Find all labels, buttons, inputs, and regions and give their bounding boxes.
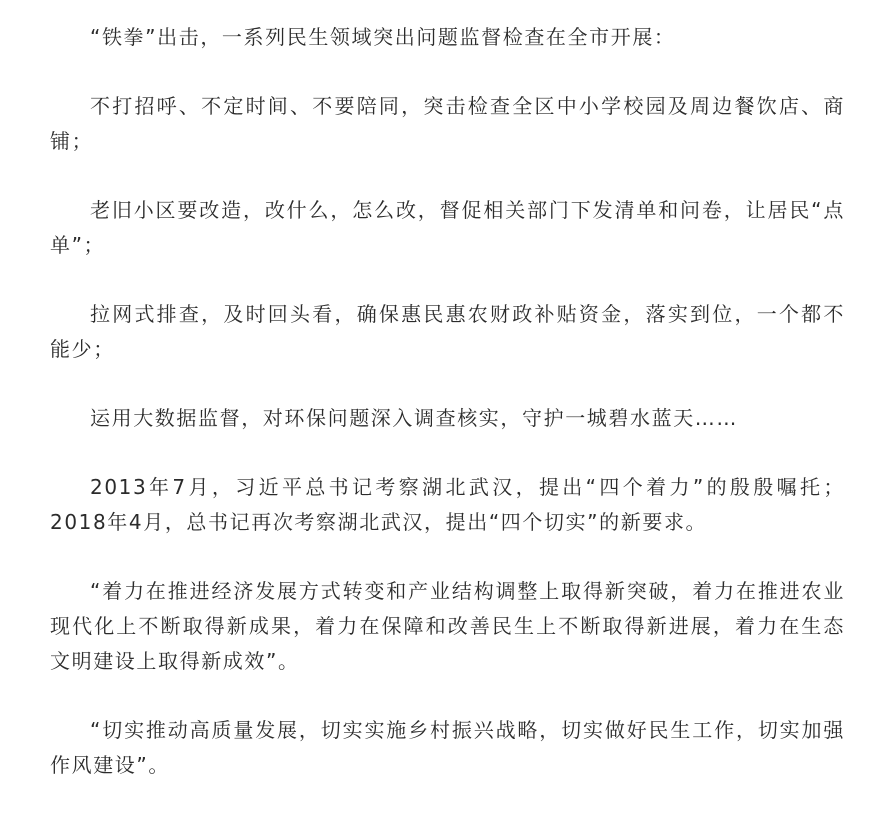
paragraph-four-practical: “切实推动高质量发展，切实实施乡村振兴战略，切实做好民生工作，切实加强作风建设”。 <box>50 718 845 777</box>
paragraph-iron-fist: “铁拳”出击，一系列民生领域突出问题监督检查在全市开展： <box>90 25 676 49</box>
paragraph-subsidy-check: 拉网式排查，及时回头看，确保惠民惠农财政补贴资金，落实到位，一个都不能少； <box>50 302 845 361</box>
paragraph-big-data: 运用大数据监督，对环保问题深入调查核实，守护一城碧水蓝天…… <box>90 406 738 430</box>
paragraph-school-inspection: 不打招呼、不定时间、不要陪同，突击检查全区中小学校园及周边餐饮店、商铺； <box>50 94 845 153</box>
paragraph-old-community: 老旧小区要改造，改什么，怎么改，督促相关部门下发清单和问卷，让居民“点单”； <box>50 198 845 257</box>
paragraph-four-efforts: “着力在推进经济发展方式转变和产业结构调整上取得新突破，着力在推进农业现代化上不断取得新成果，着力在保障和改善民生上不断取得新进展，着力在生态文明建设上取得新成效”。 <box>50 579 845 673</box>
article-body <box>50 20 845 817</box>
paragraph-inspection-history: 2013年7月，习近平总书记考察湖北武汉，提出“四个着力”的殷殷嘱托；2018年4月，总书记再次考察湖北武汉，提出“四个切实”的新要求。 <box>50 475 845 534</box>
